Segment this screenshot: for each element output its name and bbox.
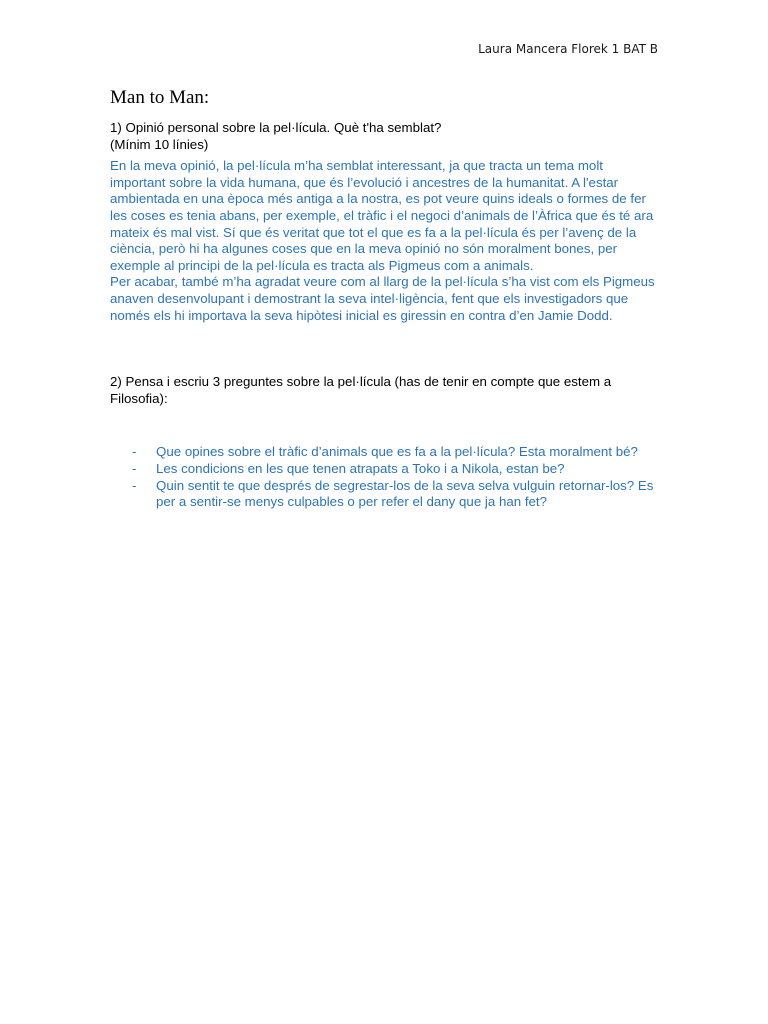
answer-1-paragraph-2: Per acabar, també m’ha agradat veure com al llarg de la pel·lícula s’ha vist com els Pigmeus anaven desenvolupant i demostrant la seva intel·ligència, fent que els investigadors que només els hi importava la seva hipòtesi inicial es giressin en contra d’en Jamie Dodd. [110, 274, 655, 323]
document-body [110, 86, 662, 511]
list-item-text: Quin sentit te que després de segrestar-los de la seva selva vulguin retornar-los? Es per a sentir-se menys culpables o per refer el dany que ja han fet? [156, 477, 654, 510]
list-item-text: Les condicions en les que tenen atrapats a Toko i a Nikola, estan be? [156, 460, 565, 476]
question-list [110, 444, 662, 510]
answer-1 [110, 158, 662, 324]
list-dash: - [132, 460, 137, 476]
list-dash: - [132, 477, 137, 493]
header-author: Laura Mancera Florek 1 BAT B [478, 42, 658, 56]
question-1 [110, 120, 662, 153]
list-dash: - [132, 444, 137, 460]
document-title: Man to Man: [110, 87, 210, 108]
question-1-line-1: 1) Opinió personal sobre la pel·lícula. Què t'ha semblat? [110, 120, 442, 135]
list-item [110, 461, 662, 478]
question-2: 2) Pensa i escriu 3 preguntes sobre la pel·lícula (has de tenir en compte que estem a Filosofia): [110, 374, 612, 406]
question-1-line-2: (Mínim 10 línies) [110, 136, 209, 152]
list-item-text: Que opines sobre el tràfic d’animals que es fa a la pel·lícula? Esta moralment bé? [156, 444, 638, 460]
list-item [110, 444, 662, 461]
answer-1-paragraph-1: En la meva opinió, la pel·lícula m’ha semblat interessant, ja que tracta un tema molt important sobre la vida humana, que és l’evolució i ancestres de la humanitat. A l'estar ambientada en una època més antiga a la nostra, es pot veure quins ideals o formes de fer les coses es tenia abans, per exemple, el tràfic i el negoci d’animals de l’Àfrica que és té ara mateix és mal vist. Sí que és veritat que tot el que es fa a la pel·lícula és per l’avenç de la ciència, però hi ha algunes coses que en la meva opinió no són moralment bones, per exemple al principi de la pel·lícula es tracta als Pigmeus com a animals. [110, 158, 654, 273]
list-item [110, 478, 662, 511]
